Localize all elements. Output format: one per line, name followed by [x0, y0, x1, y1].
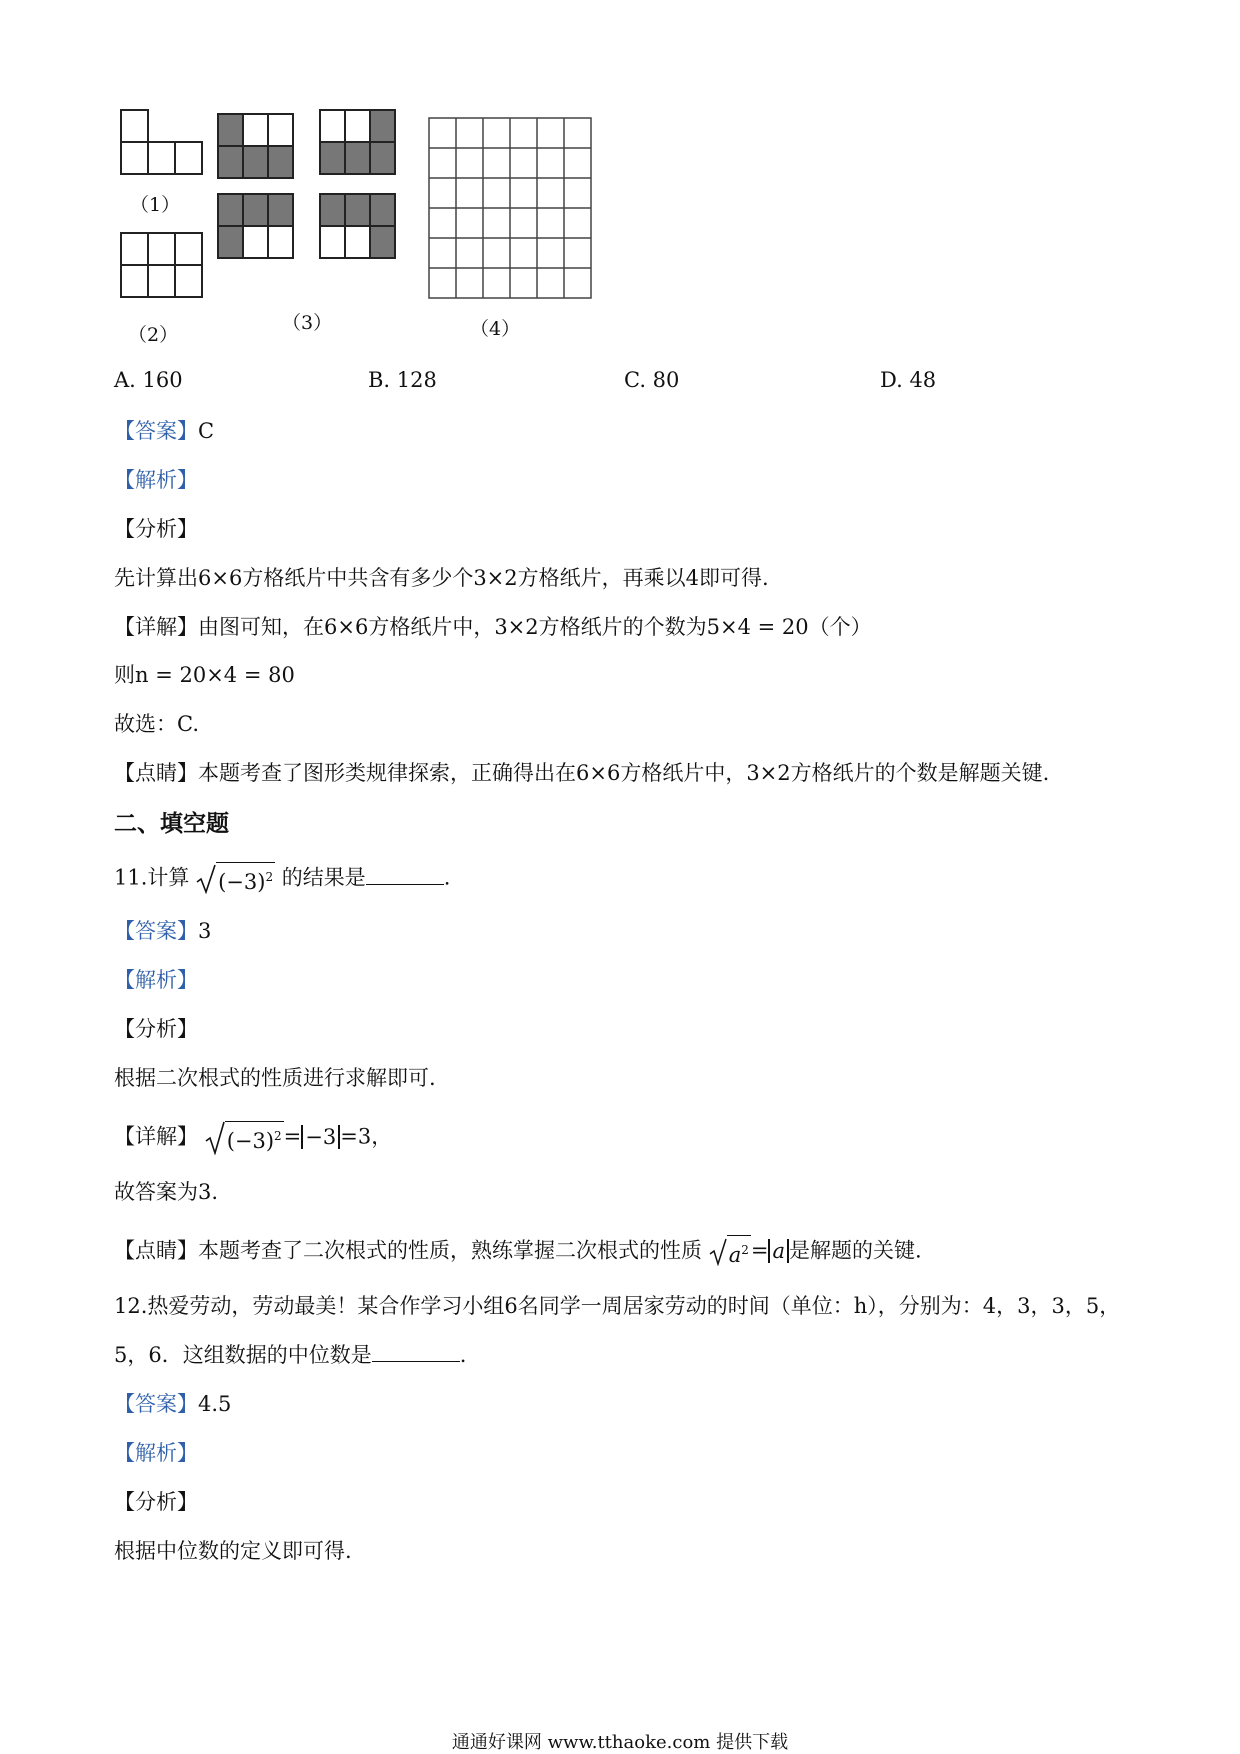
q10-fenxi-text: 先计算出6×6方格纸片中共含有多少个3×2方格纸片，再乘以4即可得.: [114, 566, 769, 590]
option-d: D. 48: [880, 368, 937, 392]
section-title: 二、填空题: [114, 810, 229, 837]
q11-detail-line: [114, 1121, 392, 1155]
option-c: C. 80: [624, 368, 680, 392]
q11-radicand: (−3): [218, 870, 266, 894]
option-b: B. 128: [368, 368, 437, 392]
q12-analysis-tag: 【解析】: [114, 1441, 198, 1465]
q11-final: 故答案为3.: [114, 1180, 219, 1204]
q10-analysis-tag: 【解析】: [114, 468, 198, 492]
q11-fenxi-text: 根据二次根式的性质进行求解即可.: [114, 1066, 436, 1090]
q10-comment-tag: 【点睛】: [114, 761, 198, 785]
q12-answer-line: [114, 1390, 231, 1418]
figure-caption-2: （2）: [128, 324, 179, 346]
q10-answer-tag: 【答案】: [114, 419, 198, 443]
q11-comment-tag: 【点睛】: [114, 1238, 198, 1263]
q10-choose: 故选：C.: [114, 712, 199, 736]
q12-line1: 12.热爱劳动，劳动最美！某合作学习小组6名同学一周居家劳动的时间（单位：h），分别为：4，3，3，5，: [114, 1294, 1121, 1318]
q10-answer-value: C: [198, 419, 215, 443]
q11-comment-var: a: [728, 1243, 742, 1267]
q11-detail-result: =3，: [340, 1124, 393, 1149]
q11-detail-radicand: (−3): [226, 1129, 275, 1153]
q11-fenxi-tag: 【分析】: [114, 1017, 198, 1041]
q11-comment-eq: =: [750, 1238, 769, 1263]
q11-answer-blank: [366, 864, 444, 885]
q11-answer-tag: 【答案】: [114, 919, 198, 943]
sqrt-symbol-icon: [709, 1238, 727, 1266]
q12-line2: [114, 1341, 466, 1369]
q12-line2-end: .: [459, 1343, 467, 1367]
q10-detail-line: [114, 613, 872, 641]
q12-fenxi-tag: 【分析】: [114, 1490, 198, 1514]
page-footer: 通通好课网 www.tthaoke.com 提供下载: [451, 1732, 789, 1753]
q11-detail-tag: 【详解】: [114, 1124, 198, 1149]
q11-comment-pre: 本题考查了二次根式的性质，熟练掌握二次根式的性质: [198, 1238, 702, 1263]
q11-comment-exp: 2: [741, 1243, 749, 1257]
q10-fenxi-tag: 【分析】: [114, 517, 198, 541]
q12-fenxi-text: 根据中位数的定义即可得.: [114, 1539, 352, 1563]
figure-caption-4: （4）: [470, 318, 521, 340]
q10-comment-text: 本题考查了图形类规律探索，正确得出在6×6方格纸片中，3×2方格纸片的个数是解题关键.: [198, 761, 1050, 785]
q11-answer-line: [114, 917, 211, 945]
q11-detail-exponent: 2: [274, 1129, 282, 1143]
q11-comment-sqrt: [709, 1235, 751, 1269]
q10-detail-line2: 则n = 20×4 = 80: [114, 663, 295, 687]
q11-comment-post: 是解题的关键.: [789, 1238, 922, 1263]
option-a: A. 160: [114, 368, 183, 392]
q11-end: .: [443, 865, 451, 890]
figure-4-grid-6x6: [429, 118, 591, 298]
q12-answer-value: 4.5: [198, 1392, 232, 1416]
sqrt-symbol-icon: [205, 1121, 225, 1155]
q12-line2-text: 5，6．这组数据的中位数是: [114, 1343, 372, 1367]
figure-caption-1: （1）: [130, 194, 181, 216]
figure-2-grid-3x2: [121, 233, 202, 297]
q11-exponent: 2: [265, 870, 274, 884]
q10-detail-tag: 【详解】: [114, 615, 198, 639]
q11-detail-sqrt: [205, 1121, 284, 1155]
figure-caption-3: （3）: [282, 312, 333, 334]
q11-prefix: 11.计算: [114, 865, 190, 890]
q12-answer-blank: [372, 1341, 460, 1362]
q10-answer-line: [114, 417, 214, 445]
grid-figure-svg: [118, 106, 618, 346]
q10-detail-text: 由图可知，在6×6方格纸片中，3×2方格纸片的个数为5×4 = 20（个）: [198, 615, 872, 639]
figure-3-shaded-grids: [218, 110, 395, 258]
grid-figure: [118, 106, 618, 350]
figure-1-l-shape: [121, 110, 202, 174]
q11-comment-line: [114, 1235, 922, 1269]
q11-answer-value: 3: [198, 919, 212, 943]
q10-comment-line: [114, 759, 1049, 787]
q11-analysis-tag: 【解析】: [114, 968, 198, 992]
q12-answer-tag: 【答案】: [114, 1392, 198, 1416]
q11-sqrt-expression: [196, 862, 275, 896]
sqrt-symbol-icon: [196, 864, 216, 894]
q11-comment-abs: a: [768, 1239, 789, 1263]
q11-detail-abs: −3: [301, 1125, 340, 1149]
q11-suffix: 的结果是: [281, 865, 366, 890]
q11-detail-eq: =: [283, 1124, 302, 1149]
q11-question: [114, 862, 450, 896]
